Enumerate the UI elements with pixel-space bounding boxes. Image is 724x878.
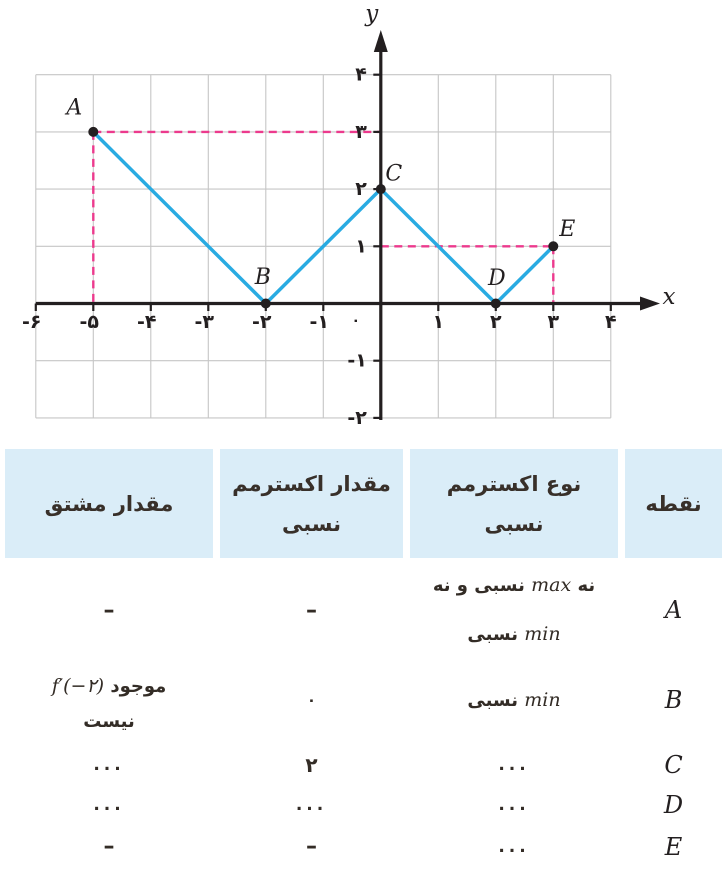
cell-type-E: ...	[498, 836, 530, 857]
cell-point-D: D	[663, 791, 684, 819]
min-math: min	[524, 623, 561, 645]
point-dot-B	[261, 299, 271, 309]
min-math: min	[524, 688, 561, 711]
cell-derivative-B	[5, 656, 213, 744]
x-axis-label: x	[662, 284, 676, 310]
f-prime-math: f′(−۲)	[51, 674, 105, 697]
x-tick-label: -۱	[309, 311, 330, 333]
table-header-row	[5, 449, 722, 558]
cell-type-B: min نسبی	[467, 688, 561, 711]
cell-value-E: –	[306, 834, 317, 859]
type-A-line2: min نسبی	[467, 623, 561, 645]
x-tick-label: ۳	[547, 311, 560, 333]
cell-type-D: ...	[498, 795, 530, 815]
y-tick-label: ۲	[355, 178, 367, 201]
cell-derivative-A: –	[103, 597, 115, 623]
x-tick-label: ۱	[432, 311, 445, 333]
cell-value-B: ۰	[306, 691, 317, 709]
derivative-B-line2: نیست	[83, 710, 135, 732]
cell-derivative-E: –	[103, 834, 115, 859]
table-body	[5, 564, 722, 868]
cell-point-A: A	[664, 596, 683, 624]
y-tick-label: -۱	[347, 349, 367, 372]
x-tick-label: ۴	[604, 311, 617, 333]
cell-value-D: ...	[295, 795, 328, 815]
header-derivative-value: مقدار مشتق	[5, 449, 213, 558]
header-point	[625, 449, 722, 558]
point-label-A: A	[66, 95, 83, 121]
point-label-B: B	[254, 265, 271, 290]
point-label-D: D	[487, 266, 506, 291]
derivative-B-line1: f′(−۲) موجود	[51, 674, 167, 697]
header-extremum-type: نوع اکسترمم نسبی	[410, 449, 618, 558]
point-label-C: C	[385, 161, 403, 187]
y-axis-arrow-icon	[374, 30, 388, 52]
point-dot-D	[491, 299, 501, 309]
type-A-line1: نه max نسبی و نه	[432, 574, 596, 596]
cell-type-C: ...	[498, 754, 530, 775]
cell-derivative-D: ...	[93, 795, 125, 815]
cell-value-C: ۲	[305, 752, 318, 777]
max-math: max	[531, 574, 572, 596]
y-axis-label: y	[365, 1, 379, 27]
point-dot-E	[548, 241, 558, 251]
header-extremum-value: مقدار اکسترمم نسبی	[220, 449, 403, 558]
cell-type-A	[410, 564, 618, 656]
cell-point-E: E	[664, 832, 683, 861]
origin-label: ۰	[351, 312, 361, 329]
x-axis-arrow-icon	[640, 297, 660, 311]
point-dot-A	[88, 127, 98, 137]
extremum-table	[5, 449, 722, 868]
cell-value-A: –	[306, 597, 317, 623]
y-tick-label: ۱	[355, 235, 367, 258]
x-tick-label: -۶	[22, 311, 42, 333]
x-tick-label: -۴	[137, 311, 157, 333]
x-tick-label: -۳	[194, 311, 215, 333]
x-tick-label: -۵	[79, 311, 100, 333]
x-tick-label: ۲	[489, 311, 502, 333]
y-tick-label: ۴	[355, 63, 367, 86]
x-tick-label: -۲	[252, 311, 272, 333]
point-dot-C	[376, 184, 386, 194]
cell-point-C: C	[664, 750, 683, 779]
header-point-label: نقطه	[645, 491, 702, 516]
y-tick-label: -۲	[347, 406, 367, 429]
y-tick-label: ۳	[355, 120, 367, 143]
point-label-E: E	[559, 216, 576, 242]
cell-derivative-C: ...	[93, 754, 125, 775]
cell-point-B: B	[664, 686, 683, 714]
